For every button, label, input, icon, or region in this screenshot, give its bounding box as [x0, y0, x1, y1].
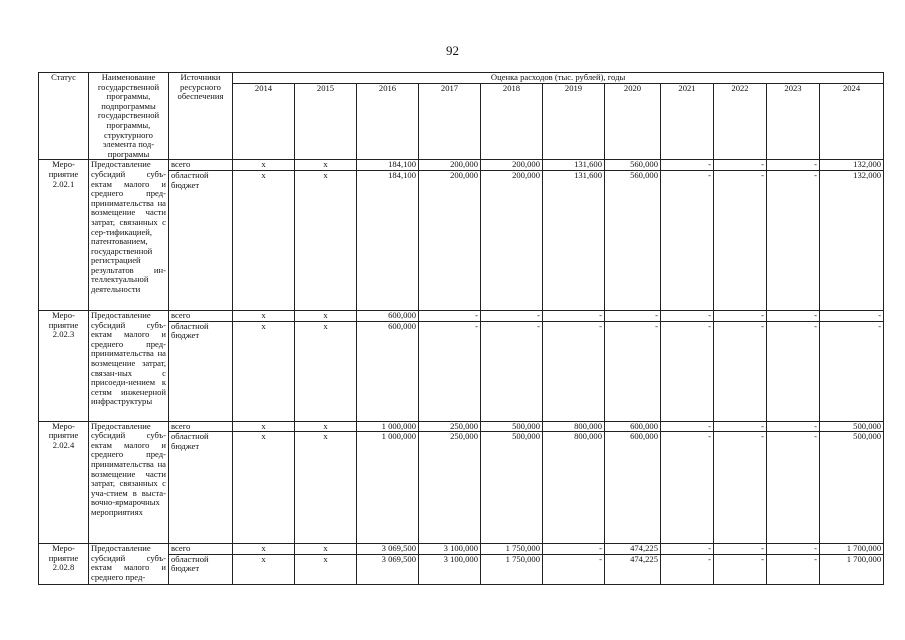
row-name: Предоставление субсидий субъ-ектам малого и среднего пред-принимательства на возмещение части затрат, связанных с сер-тификацией, патентованием, государственной регистрацией результатов ин-теллектуальной деятельности: [89, 160, 169, 311]
header-year-2014: 2014: [233, 84, 295, 160]
row-source: областной бюджет: [169, 321, 233, 421]
cell-2020: 474,225: [605, 554, 661, 584]
cell-2019: 131,600: [543, 160, 605, 171]
table-body: [39, 160, 884, 584]
cell-2024: 132,000: [820, 160, 884, 171]
cell-2024: 132,000: [820, 170, 884, 310]
cell-2023: -: [767, 310, 820, 321]
cell-2015: x: [295, 554, 357, 584]
cell-2014: x: [233, 310, 295, 321]
cell-2014: x: [233, 421, 295, 432]
cell-2022: -: [714, 160, 767, 171]
cell-2021: -: [661, 432, 714, 544]
cell-2020: 560,000: [605, 160, 661, 171]
header-name: Наименование государственной программы, подпрограммы государственной программы, структурного элемента под-программы: [89, 73, 169, 160]
cell-2014: x: [233, 544, 295, 555]
header-year-2022: 2022: [714, 84, 767, 160]
header-year-2018: 2018: [481, 84, 543, 160]
cell-2014: x: [233, 160, 295, 171]
cell-2017: 200,000: [419, 160, 481, 171]
row-source: областной бюджет: [169, 554, 233, 584]
cell-2022: -: [714, 321, 767, 421]
cell-2019: 800,000: [543, 421, 605, 432]
row-status: Меро-приятие 2.02.4: [39, 421, 89, 544]
header-estimate-title: Оценка расходов (тыс. рублей), годы: [233, 73, 884, 84]
row-name: Предоставление субсидий субъ-ектам малого и среднего пред-: [89, 544, 169, 585]
row-name: Предоставление субсидий субъ-ектам малого и среднего пред-принимательства на возмещение части затрат, связанных с уча-стием в выста-вочно-ярмарочных мероприятиях: [89, 421, 169, 544]
cell-2021: -: [661, 310, 714, 321]
cell-2019: -: [543, 544, 605, 555]
table-row: [39, 310, 884, 321]
table-row: [39, 160, 884, 171]
cell-2018: 200,000: [481, 170, 543, 310]
row-source: всего: [169, 421, 233, 432]
cell-2019: 131,600: [543, 170, 605, 310]
cell-2024: 1 700,000: [820, 554, 884, 584]
header-status: Статус: [39, 73, 89, 160]
cell-2017: 250,000: [419, 432, 481, 544]
cell-2019: -: [543, 310, 605, 321]
cell-2021: -: [661, 160, 714, 171]
cell-2017: 250,000: [419, 421, 481, 432]
cell-2024: 500,000: [820, 421, 884, 432]
page-number: 92: [446, 43, 459, 58]
cell-2016: 600,000: [357, 310, 419, 321]
cell-2017: 3 100,000: [419, 554, 481, 584]
budget-table: [38, 72, 884, 585]
cell-2017: -: [419, 310, 481, 321]
cell-2015: x: [295, 321, 357, 421]
cell-2023: -: [767, 554, 820, 584]
cell-2020: -: [605, 321, 661, 421]
row-source: всего: [169, 544, 233, 555]
cell-2014: x: [233, 170, 295, 310]
cell-2016: 184,100: [357, 170, 419, 310]
cell-2016: 1 000,000: [357, 432, 419, 544]
cell-2018: 1 750,000: [481, 554, 543, 584]
row-source: всего: [169, 310, 233, 321]
cell-2020: 560,000: [605, 170, 661, 310]
cell-2022: -: [714, 554, 767, 584]
cell-2014: x: [233, 554, 295, 584]
row-status: Меро-приятие 2.02.8: [39, 544, 89, 585]
cell-2019: -: [543, 321, 605, 421]
cell-2018: -: [481, 310, 543, 321]
row-source: областной бюджет: [169, 170, 233, 310]
table-row: [39, 421, 884, 432]
cell-2023: -: [767, 544, 820, 555]
cell-2022: -: [714, 544, 767, 555]
row-name: Предоставление субсидий субъ-ектам малого и среднего пред-принимательства на возмещение затрат, связан-ных с присоеди-нением к сетям инженерной инфраструктуры: [89, 310, 169, 421]
cell-2018: -: [481, 321, 543, 421]
cell-2022: -: [714, 170, 767, 310]
cell-2017: 3 100,000: [419, 544, 481, 555]
cell-2024: -: [820, 310, 884, 321]
header-year-2020: 2020: [605, 84, 661, 160]
cell-2018: 1 750,000: [481, 544, 543, 555]
cell-2016: 3 069,500: [357, 544, 419, 555]
cell-2016: 600,000: [357, 321, 419, 421]
cell-2015: x: [295, 170, 357, 310]
cell-2021: -: [661, 421, 714, 432]
cell-2023: -: [767, 432, 820, 544]
cell-2015: x: [295, 544, 357, 555]
cell-2020: 600,000: [605, 421, 661, 432]
cell-2023: -: [767, 321, 820, 421]
cell-2017: -: [419, 321, 481, 421]
header-year-2019: 2019: [543, 84, 605, 160]
cell-2016: 3 069,500: [357, 554, 419, 584]
cell-2019: -: [543, 554, 605, 584]
cell-2015: x: [295, 421, 357, 432]
cell-2016: 184,100: [357, 160, 419, 171]
row-source: областной бюджет: [169, 432, 233, 544]
cell-2022: -: [714, 421, 767, 432]
cell-2021: -: [661, 554, 714, 584]
cell-2019: 800,000: [543, 432, 605, 544]
cell-2017: 200,000: [419, 170, 481, 310]
cell-2021: -: [661, 321, 714, 421]
header-year-2017: 2017: [419, 84, 481, 160]
row-status: Меро-приятие 2.02.1: [39, 160, 89, 311]
cell-2014: x: [233, 432, 295, 544]
cell-2024: 500,000: [820, 432, 884, 544]
table-row: [39, 544, 884, 555]
cell-2018: 200,000: [481, 160, 543, 171]
cell-2021: -: [661, 170, 714, 310]
header-year-2024: 2024: [820, 84, 884, 160]
cell-2014: x: [233, 321, 295, 421]
header-sources: Источники ресурсного обеспечения: [169, 73, 233, 160]
cell-2018: 500,000: [481, 421, 543, 432]
cell-2020: 474,225: [605, 544, 661, 555]
cell-2020: 600,000: [605, 432, 661, 544]
row-status: Меро-приятие 2.02.3: [39, 310, 89, 421]
cell-2022: -: [714, 432, 767, 544]
header-year-2016: 2016: [357, 84, 419, 160]
cell-2023: -: [767, 170, 820, 310]
cell-2023: -: [767, 160, 820, 171]
header-year-2015: 2015: [295, 84, 357, 160]
cell-2016: 1 000,000: [357, 421, 419, 432]
cell-2024: 1 700,000: [820, 544, 884, 555]
cell-2018: 500,000: [481, 432, 543, 544]
cell-2020: -: [605, 310, 661, 321]
cell-2023: -: [767, 421, 820, 432]
cell-2021: -: [661, 544, 714, 555]
cell-2015: x: [295, 160, 357, 171]
cell-2022: -: [714, 310, 767, 321]
row-source: всего: [169, 160, 233, 171]
cell-2015: x: [295, 432, 357, 544]
header-year-2023: 2023: [767, 84, 820, 160]
cell-2024: -: [820, 321, 884, 421]
header-year-2021: 2021: [661, 84, 714, 160]
cell-2015: x: [295, 310, 357, 321]
